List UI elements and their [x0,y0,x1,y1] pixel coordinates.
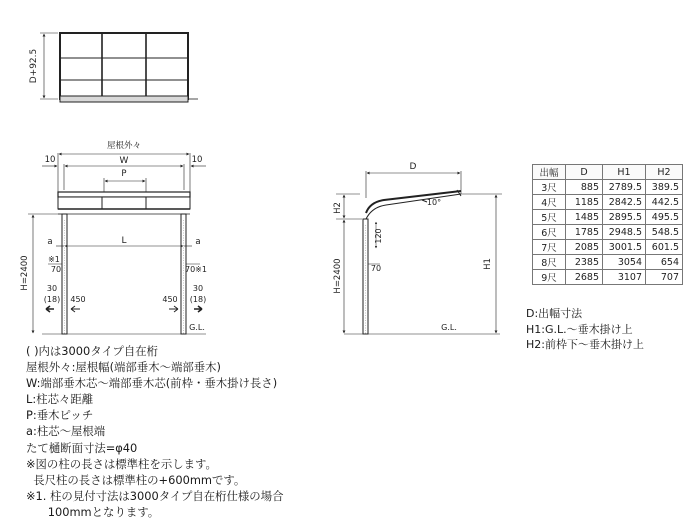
note-line: ※1. 柱の見付寸法は3000タイプ自在桁仕様の場合 [26,488,284,503]
cell: 3107 [603,270,646,285]
cell: 2948.5 [603,225,646,240]
val18-right: (18) [189,295,207,304]
table-row [533,240,683,255]
table-row [533,255,683,270]
cell: 3001.5 [603,240,646,255]
cell: 885 [566,180,603,195]
val450-left: 450 [70,295,86,304]
w-label: W [119,156,129,166]
front-gl-label: G.L. [189,323,205,332]
front-elevation-view [20,140,207,334]
note-line: たて樋断面寸法=φ40 [26,440,138,455]
col-header: D [566,165,603,180]
table-header-row [533,165,683,180]
cell: 2385 [566,255,603,270]
side-elevation-view [333,162,502,334]
cell: 654 [646,255,683,270]
right-arrow-icon [194,306,202,312]
roof-slope [366,191,461,213]
table-row [533,225,683,240]
col-header: H1 [603,165,646,180]
side-d-label: D [409,162,417,172]
side-column [363,219,368,334]
cell: 1485 [566,210,603,225]
cell: 6尺 [533,225,566,240]
p-label: P [121,169,127,179]
val70-right: 70※1 [185,265,207,274]
cell: 7尺 [533,240,566,255]
left-arrow-icon [46,306,54,312]
cell: 2842.5 [603,195,646,210]
cell: 3054 [603,255,646,270]
angle-label: 10° [426,198,442,207]
a-left: a [47,237,53,247]
note-line: P:垂木ピッチ [26,408,94,423]
val450-right: 450 [162,295,178,304]
cell: 442.5 [646,195,683,210]
val30-right: 30 [192,284,204,293]
side-10-right: 10 [191,155,203,165]
cell: 8尺 [533,255,566,270]
note-line: L:柱芯々距離 [26,392,94,407]
legend-item: H2:前枠下～垂木掛け上 [526,338,644,351]
note-line: ( )内は3000タイプ自在桁 [26,344,159,358]
legend-item: H1:G.L.～垂木掛け上 [526,322,633,336]
legend [526,306,644,353]
cell: 1785 [566,225,603,240]
note1-left: ※1 [48,255,60,264]
cell: 1185 [566,195,603,210]
cell: 2789.5 [603,180,646,195]
note-line: ※図の柱の長さは標準柱を示します。 [26,456,217,471]
depth-label: D+92.5 [29,48,39,84]
note-line: W:端部垂木芯～端部垂木芯(前枠・垂木掛け長さ) [26,376,278,391]
h2-label: H2 [333,202,343,214]
cell: 5尺 [533,210,566,225]
notes [26,343,356,520]
cell: 2085 [566,240,603,255]
roof-outline [60,33,188,99]
legend-item: D:出幅寸法 [526,307,583,320]
gutter [60,96,188,102]
table-row [533,210,683,225]
note-line: 100mmとなります。 [26,504,160,519]
val18-left: (18) [43,295,61,304]
roof-outer-label: 屋根外々 [106,141,142,151]
a-right: a [195,237,201,247]
h1-label: H1 [483,258,493,270]
cell: 389.5 [646,180,683,195]
val70-left: 70 [50,265,62,274]
spec-table [532,164,683,285]
side-gl-label: G.L. [441,323,457,332]
l-label: L [121,236,127,246]
top-plan-view [29,33,198,102]
note-line: 屋根外々:屋根幅(端部垂木～端部垂木) [26,360,221,375]
cell: 9尺 [533,270,566,285]
val30-left: 30 [46,284,58,293]
cell: 548.5 [646,225,683,240]
cell: 495.5 [646,210,683,225]
note-line: 長尺柱の長さは標準柱の+600mmです。 [26,472,246,487]
table-row [533,195,683,210]
cell: 3尺 [533,180,566,195]
val120: 120 [374,228,383,244]
side-height-label: H=2400 [333,258,343,294]
cell: 2685 [566,270,603,285]
side-val70: 70 [370,264,382,273]
table-row [533,180,683,195]
front-height-label: H=2400 [20,255,30,291]
cell: 2895.5 [603,210,646,225]
outline-arrow-icon [169,306,178,312]
cell: 4尺 [533,195,566,210]
table-row [533,270,683,285]
cell: 707 [646,270,683,285]
col-header: H2 [646,165,683,180]
front-frame [58,197,190,209]
outline-arrow-icon [71,306,80,312]
note-line: a:柱芯～屋根端 [26,424,106,439]
cell: 601.5 [646,240,683,255]
front-frame-top [58,192,190,197]
side-10-left: 10 [44,155,56,165]
col-header: 出幅 [533,165,566,180]
